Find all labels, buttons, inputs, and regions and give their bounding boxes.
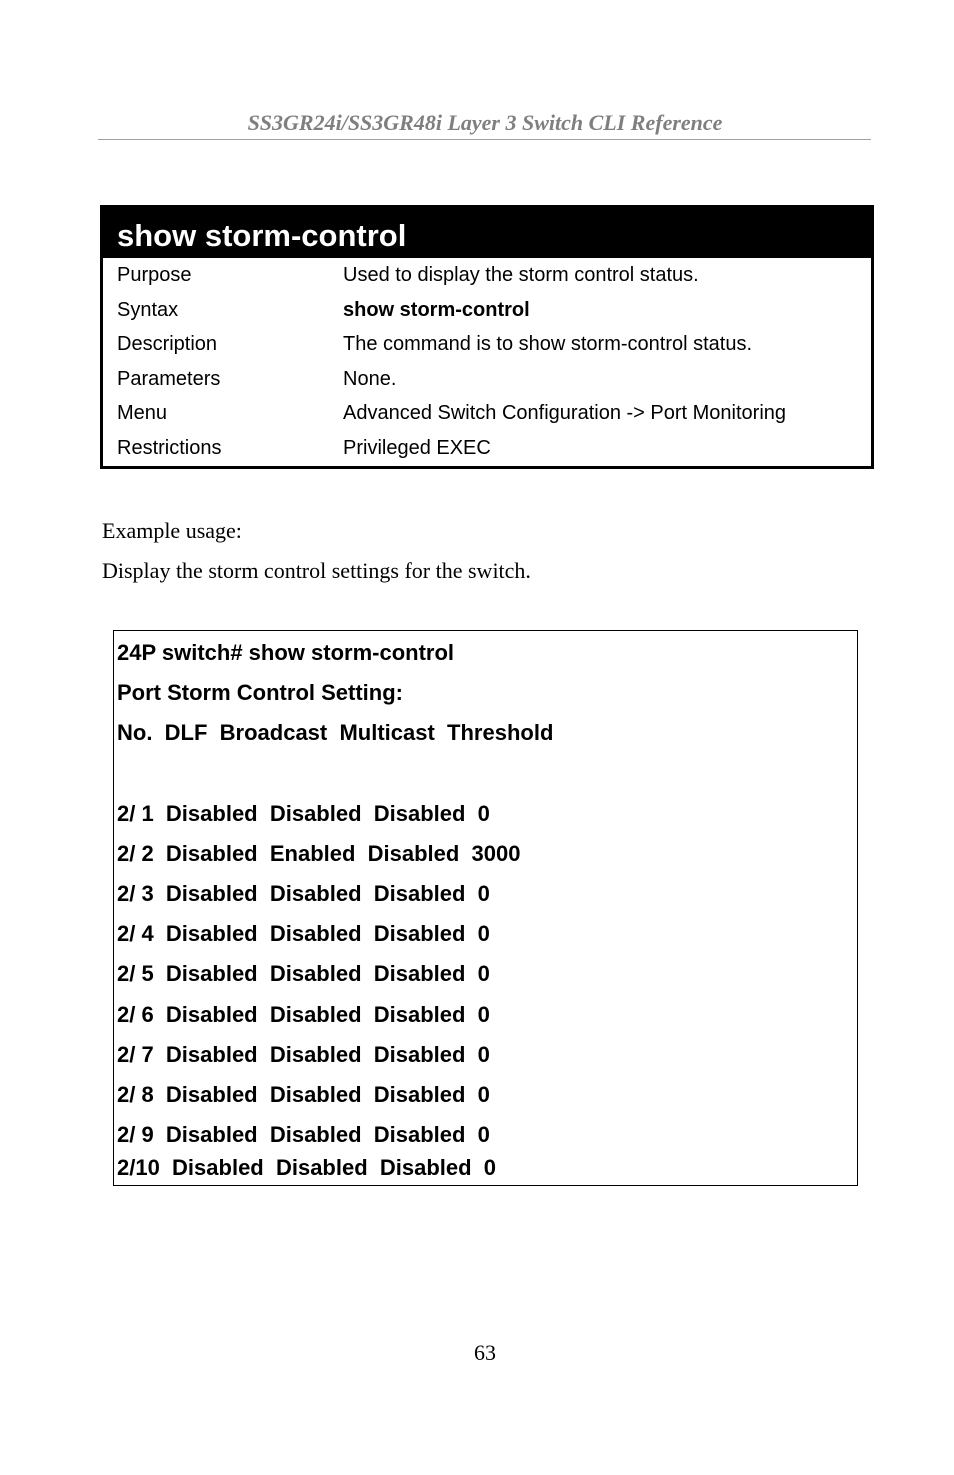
row-key: Description [117, 333, 218, 355]
code-line: No. DLF Broadcast Multicast Threshold [117, 720, 554, 745]
code-line: 2/ 2 Disabled Enabled Disabled 3000 [117, 841, 521, 866]
code-line: 24P switch# show storm-control [117, 640, 455, 665]
row-key: Syntax [117, 298, 179, 321]
page-number: 63 [474, 1340, 496, 1365]
example-label: Example usage: [102, 518, 242, 543]
code-line: Port Storm Control Setting: [117, 680, 403, 705]
row-value: Privileged EXEC [343, 436, 491, 459]
row-key: Restrictions [117, 436, 222, 459]
code-output-box [113, 630, 858, 1186]
row-key: Parameters [117, 367, 221, 390]
row-menu [103, 396, 871, 431]
row-value: show storm-control [343, 298, 530, 321]
row-parameters [103, 362, 871, 397]
code-line: 2/10 Disabled Disabled Disabled 0 [117, 1155, 497, 1180]
header-rule [98, 139, 871, 140]
command-box [100, 205, 874, 469]
code-line: 2/ 7 Disabled Disabled Disabled 0 [117, 1042, 490, 1067]
code-line: 2/ 3 Disabled Disabled Disabled 0 [117, 881, 490, 906]
row-restrictions [103, 431, 871, 466]
code-line: 2/ 1 Disabled Disabled Disabled 0 [117, 801, 490, 826]
code-line: 2/ 9 Disabled Disabled Disabled 0 [117, 1122, 490, 1147]
row-description [103, 327, 871, 362]
row-syntax [103, 293, 871, 328]
row-value: The command is to show storm-control status. [343, 333, 753, 355]
code-line: 2/ 6 Disabled Disabled Disabled 0 [117, 1002, 490, 1027]
code-line: 2/ 4 Disabled Disabled Disabled 0 [117, 921, 490, 946]
row-value: Used to display the storm control status. [343, 264, 699, 286]
command-title: show storm-control [103, 208, 871, 258]
code-line: 2/ 8 Disabled Disabled Disabled 0 [117, 1082, 490, 1107]
example-description: Display the storm control settings for the switch. [102, 558, 531, 583]
code-line: 2/ 5 Disabled Disabled Disabled 0 [117, 961, 490, 986]
row-key: Menu [117, 402, 168, 424]
row-key: Purpose [117, 264, 192, 286]
row-value: None. [343, 367, 397, 390]
row-purpose [103, 258, 871, 293]
row-value: Advanced Switch Configuration -> Port Monitoring [343, 402, 787, 424]
running-header: SS3GR24i/SS3GR48i Layer 3 Switch CLI Reference [247, 110, 723, 135]
